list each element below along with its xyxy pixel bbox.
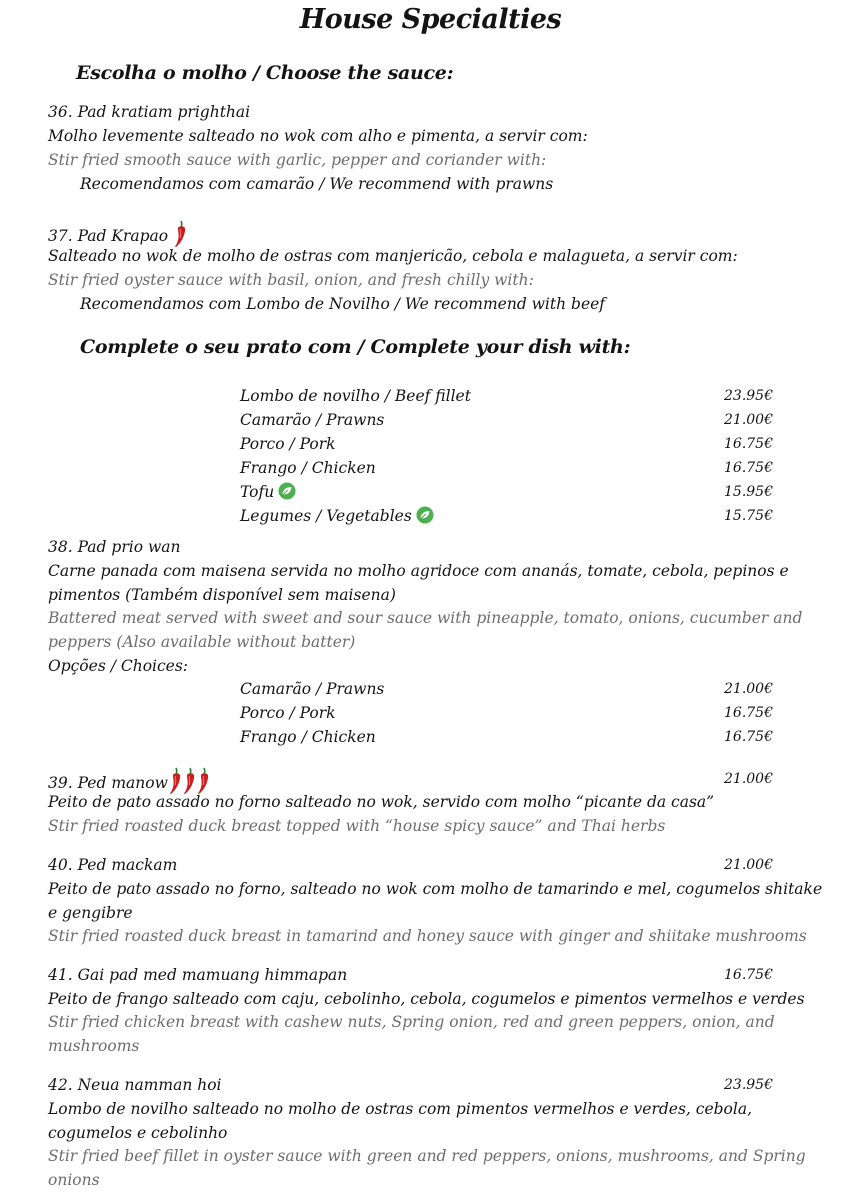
- item-37-description-pt: Salteado no wok de molho de ostras com manjericão, cebola e malagueta, a servir com:: [48, 247, 738, 265]
- item-37-description-en: Stir fried oyster sauce with basil, onion, and fresh chilly with:: [48, 271, 534, 289]
- vegan-leaf-icon: [278, 482, 296, 500]
- item-39-name: 39. Ped manow: [48, 774, 168, 792]
- option-label: Frango / Chicken: [240, 459, 376, 477]
- option-price: 23.95€: [724, 388, 773, 404]
- item-37-name: 37. Pad Krapao: [48, 227, 169, 245]
- item-42-description-en-cont: onions: [48, 1171, 100, 1189]
- choice-pork: [240, 701, 336, 725]
- item-41-description-en: Stir fried chicken breast with cashew nuts, Spring onion, red and green peppers, onion, and: [48, 1013, 775, 1031]
- item-39-description-pt: Peito de pato assado no forno salteado no wok, servido com molho “picante da casa”: [48, 793, 715, 811]
- item-40-description-pt-cont: e gengibre: [48, 904, 133, 922]
- item-39-description-en: Stir fried roasted duck breast topped with “house spicy sauce” and Thai herbs: [48, 817, 666, 835]
- option-pork: [240, 432, 336, 456]
- item-38-name: 38. Pad prio wan: [48, 538, 181, 556]
- item-41-name: 41. Gai pad med mamuang himmapan: [48, 966, 348, 984]
- item-36-recommendation: Recomendamos com camarão / We recommend with prawns: [80, 175, 554, 193]
- item-42-description-pt: Lombo de novilho salteado no molho de ostras com pimentos vermelhos e verdes, cebola,: [48, 1100, 753, 1118]
- option-price: 16.75€: [724, 436, 773, 452]
- option-label: Tofu: [240, 483, 275, 501]
- item-36-name: 36. Pad kratiam prighthai: [48, 103, 251, 121]
- option-price: 15.95€: [724, 484, 773, 500]
- option-label: Frango / Chicken: [240, 728, 376, 746]
- option-price: 16.75€: [724, 729, 773, 745]
- item-38-description-en-cont: peppers (Also available without batter): [48, 633, 356, 651]
- page-title: House Specialties: [299, 4, 562, 35]
- item-40-name: 40. Ped mackam: [48, 856, 178, 874]
- item-40-description-en: Stir fried roasted duck breast in tamarind and honey sauce with ginger and shiitake mushrooms: [48, 927, 807, 945]
- option-tofu: [240, 480, 296, 504]
- item-41-description-pt: Peito de frango salteado com caju, cebolinho, cebola, cogumelos e pimentos vermelhos e verdes: [48, 990, 805, 1008]
- item-36-description-pt: Molho levemente salteado no wok com alho e pimenta, a servir com:: [48, 127, 588, 145]
- item-37-recommendation: Recomendamos com Lombo de Novilho / We recommend with beef: [80, 295, 606, 313]
- option-price: 16.75€: [724, 460, 773, 476]
- complete-heading: Complete o seu prato com / Complete your dish with:: [80, 336, 631, 358]
- option-label: Legumes / Vegetables: [240, 507, 412, 525]
- option-price: 16.75€: [724, 705, 773, 721]
- item-38-description-pt-cont: pimentos (Também disponível sem maisena): [48, 586, 396, 604]
- item-41-price: 16.75€: [724, 967, 773, 983]
- item-42-name: 42. Neua namman hoi: [48, 1076, 222, 1094]
- option-vegetables: [240, 504, 434, 528]
- option-label: Porco / Pork: [240, 435, 336, 453]
- option-price: 15.75€: [724, 508, 773, 524]
- option-chicken: [240, 456, 376, 480]
- item-38-description-pt: Carne panada com maisena servida no molho agridoce com ananás, tomate, cebola, pepinos e: [48, 562, 789, 580]
- option-label: Camarão / Prawns: [240, 680, 385, 698]
- item-42-description-pt-cont: cogumelos e cebolinho: [48, 1124, 228, 1142]
- option-label: Lombo de novilho / Beef fillet: [240, 387, 471, 405]
- item-36-description-en: Stir fried smooth sauce with garlic, pepper and coriander with:: [48, 151, 547, 169]
- option-label: Camarão / Prawns: [240, 411, 385, 429]
- vegan-leaf-icon: [416, 506, 434, 524]
- item-38-description-en: Battered meat served with sweet and sour sauce with pineapple, tomato, onions, cucumber and: [48, 609, 803, 627]
- item-40-price: 21.00€: [724, 857, 773, 873]
- item-41-description-en-cont: mushrooms: [48, 1037, 140, 1055]
- sauce-heading: Escolha o molho / Choose the sauce:: [76, 62, 454, 84]
- item-42-price: 23.95€: [724, 1077, 773, 1093]
- option-price: 21.00€: [724, 412, 773, 428]
- option-prawns: [240, 408, 384, 432]
- item-38-choices-label: Opções / Choices:: [48, 657, 189, 675]
- option-label: Porco / Pork: [240, 704, 336, 722]
- option-price: 21.00€: [724, 681, 773, 697]
- choice-prawns: [240, 677, 384, 701]
- item-42-description-en: Stir fried beef fillet in oyster sauce with green and red peppers, onions, mushrooms, and Spring: [48, 1147, 806, 1165]
- option-beef-fillet: [240, 384, 471, 408]
- choice-chicken: [240, 725, 376, 749]
- item-40-description-pt: Peito de pato assado no forno, salteado no wok com molho de tamarindo e mel, cogumelos shitake: [48, 880, 823, 898]
- item-39-price: 21.00€: [724, 771, 773, 787]
